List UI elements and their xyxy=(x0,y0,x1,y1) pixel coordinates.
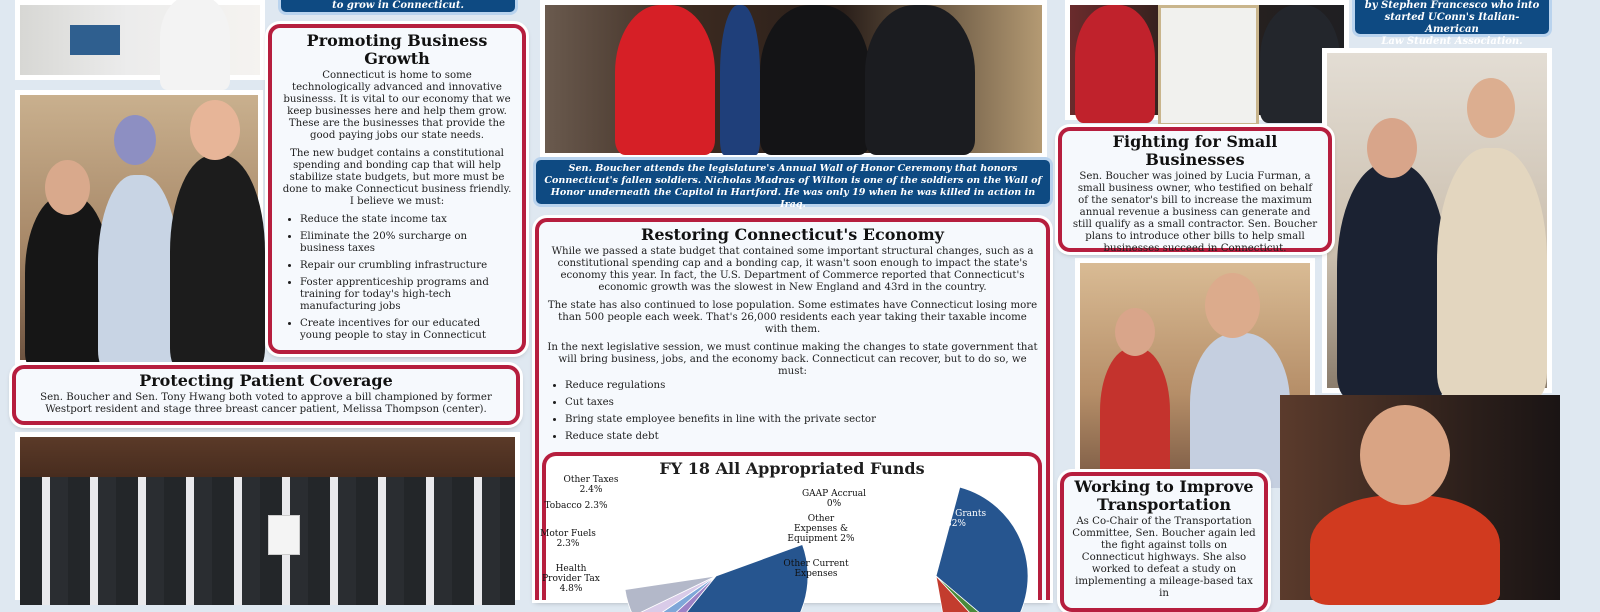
photo-boucher-furman xyxy=(1322,48,1552,393)
pie-label: Motor Fuels 2.3% xyxy=(540,529,596,549)
business-growth-box xyxy=(268,24,526,354)
list-item: • Foster apprenticeship programs and training for today's high-tech manufacturing jobs xyxy=(300,277,512,313)
chart-title: FY 18 All Appropriated Funds xyxy=(659,459,925,478)
economy-para1: While we passed a state budget that contained some important structural changes, such as a constitutional spending cap and a bonding cap, it wasn't soon enough to impact the state's economy this year. In fact, the U.S. Department of Commerce reported that Connecticut's economic growth was the slowest in New England and 43rd in the country. xyxy=(551,246,1034,293)
small-businesses-text: Sen. Boucher was joined by Lucia Furman, a small business owner, who testified on behalf of the senator's bill to increase the maximum annual revenue a business can generate and still qualify as a small contractor. Sen. Boucher plans to introduce other bills to help small businesses succeed in Connecticut. xyxy=(1072,171,1318,254)
pie-label: Other Taxes 2.4% xyxy=(563,475,619,495)
business-growth-para2: The new budget contains a constitutional spending and bonding cap that will help stabilize state budgets, but more must be done to make Connecticut business friendly. I believe we must: xyxy=(282,148,512,207)
pie-label: Other Grants 32% xyxy=(925,509,987,529)
caption-top-right-line1: by Stephen Francesco who into xyxy=(1364,0,1540,11)
photo-office-top-left xyxy=(15,0,265,80)
patient-coverage-box xyxy=(12,365,520,425)
list-item: • Bring state employee benefits in line with the private sector xyxy=(565,414,1038,426)
economy-list xyxy=(547,380,1038,443)
economy-para3: In the next legislative session, we must continue making the changes to state government that will bring business, jobs, and the economy back. Connecticut can recover, but to do so, we must: xyxy=(547,342,1038,377)
economy-para2: The state has also continued to lose population. Some estimates have Connecticut losing more than 500 people each week. That's 26,000 residents each year taking their taxable income with them. xyxy=(547,300,1038,335)
list-item: • Eliminate the 20% surcharge on business taxes xyxy=(300,231,512,255)
pie-label: GAAP Accrual 0% xyxy=(801,489,867,509)
pie-label: Other Current Expenses xyxy=(783,559,849,579)
photo-proclamation xyxy=(1065,0,1349,120)
business-growth-list xyxy=(282,214,512,342)
economy-title: Restoring Connecticut's Economy xyxy=(641,225,944,244)
small-businesses-box xyxy=(1058,127,1332,252)
small-businesses-title: Fighting for Small Businesses xyxy=(1112,132,1278,169)
business-growth-title: Promoting Business Growth xyxy=(306,31,488,68)
list-item: • Create incentives for our educated young people to stay in Connecticut xyxy=(300,318,512,342)
pie-label: Personal Income 41.4% xyxy=(678,547,744,567)
caption-top-right xyxy=(1352,0,1552,47)
business-growth-para1: Connecticut is home to some technologically advanced and innovative businesss. It is vital to our economy that we keep businesses here and help them grow. These are the businesses that provide the good paying jobs our state needs. xyxy=(283,70,511,141)
photo-boucher-hwang-thompson xyxy=(15,90,263,365)
photo-students-group xyxy=(15,432,520,600)
pie-charts xyxy=(540,475,1038,600)
transportation-text: As Co-Chair of the Transportation Committee, Sen. Boucher again led the fight against tolls on Connecticut highways. She also worked to defeat a study on implementing a mileage-based tax in xyxy=(1072,516,1256,599)
pie-label: Health Provider Tax 4.8% xyxy=(542,564,600,594)
caption-top-left-text: to grow in Connecticut. xyxy=(332,0,464,11)
pie-label: Tobacco 2.3% xyxy=(544,501,608,511)
caption-wall-of-honor xyxy=(533,157,1053,210)
transportation-title: Working to Improve Transportation xyxy=(1074,477,1254,514)
photo-meeting xyxy=(1075,258,1315,486)
photo-wall-of-honor xyxy=(540,0,1047,158)
patient-coverage-text: Sen. Boucher and Sen. Tony Hwang both voted to approve a bill championed by former Westport resident and stage three breast cancer patient, Melissa Thompson (center). xyxy=(40,392,492,415)
caption-top-right-line3: Law Student Association. xyxy=(1381,36,1523,47)
pie-label: Other Expenses & Equipment 2% xyxy=(787,514,855,544)
list-item: • Repair our crumbling infrastructure xyxy=(300,260,512,272)
chart-panel xyxy=(542,452,1042,600)
caption-top-left xyxy=(278,0,518,15)
caption-wall-of-honor-text: Sen. Boucher attends the legislature's Annual Wall of Honor Ceremony that honors Connecticut's fallen soldiers. Nicholas Madras of Wilton is one of the soldiers on the Wall of Honor underneath the Capitol in Hartford. He was only 19 when he was killed in action in Iraq. xyxy=(544,163,1042,210)
list-item: • Reduce the state income tax xyxy=(300,214,512,226)
caption-top-right-line2: started UConn's Italian-American xyxy=(1384,12,1520,35)
transportation-box xyxy=(1060,472,1268,612)
pie-chart-expenditures xyxy=(936,487,1028,612)
list-item: • Reduce state debt xyxy=(565,431,1038,443)
list-item: • Cut taxes xyxy=(565,397,1038,409)
patient-coverage-title: Protecting Patient Coverage xyxy=(139,371,393,390)
photo-boucher-microphone xyxy=(1280,395,1560,600)
list-item: • Reduce regulations xyxy=(565,380,1038,392)
